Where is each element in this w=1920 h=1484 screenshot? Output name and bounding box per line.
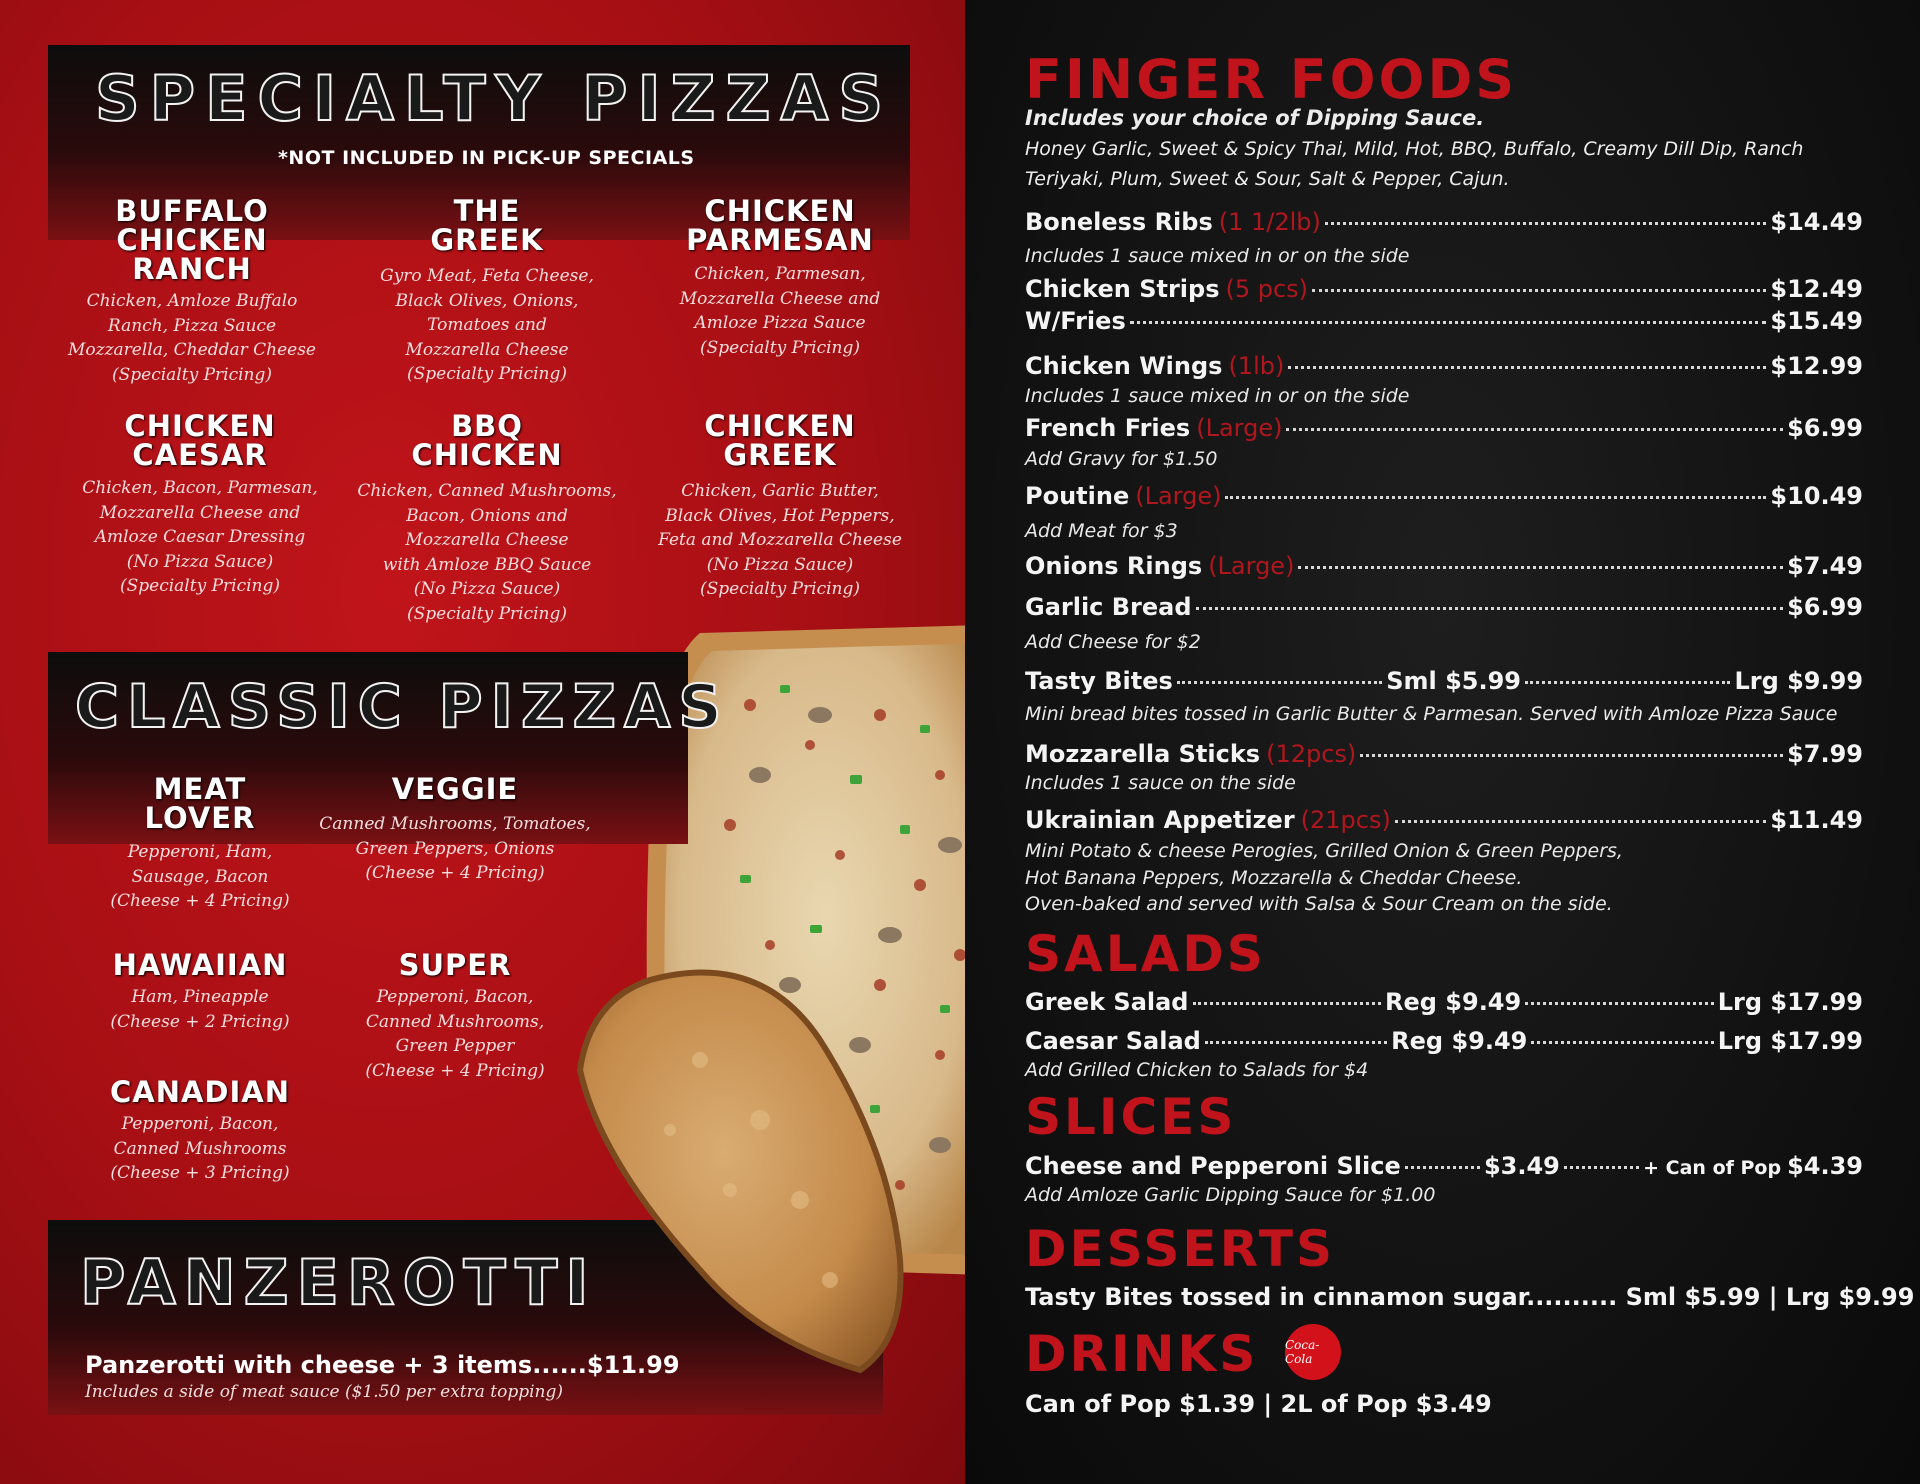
item-price: $6.99 [1787, 414, 1863, 442]
item-description: Mini bread bites tossed in Garlic Butter & Parmesan. Served with Amloze Pizza Sauce [1025, 703, 1838, 725]
menu-item-row [1025, 593, 1863, 621]
panzerotti-item: Panzerotti with cheese + 3 items......$11.99 [85, 1351, 680, 1379]
item-name: Poutine [1025, 482, 1130, 510]
item-name: Chicken Wings [1025, 352, 1223, 380]
leader-dots [1325, 222, 1766, 225]
item-name: Tasty Bites [1025, 667, 1173, 695]
item-description: Includes 1 sauce mixed in or on the side [1025, 385, 1410, 407]
menu-item-row [1025, 208, 1863, 236]
finger-foods-subtitle: Includes your choice of Dipping Sauce. [1025, 106, 1485, 130]
menu-item-row [1025, 740, 1863, 768]
pizza-description: Pepperoni, Bacon, Canned Mushrooms, Green Pepper (Cheese + 4 Pricing) [365, 987, 545, 1081]
pizza-description: Chicken, Garlic Butter, Black Olives, Hot Peppers, Feta and Mozzarella Cheese (No Pizza Sauce) (Specialty Pricing) [658, 481, 902, 599]
menu-item-row [1025, 307, 1863, 335]
sides-menu-panel [965, 0, 1920, 1484]
item-price: $14.49 [1770, 208, 1863, 236]
leader-dots [1288, 366, 1766, 369]
slices-title: SLICES [1025, 1088, 1237, 1146]
panzerotti-image [560, 960, 960, 1380]
item-price: $4.39 [1787, 1152, 1864, 1180]
pizza-name: SUPER [398, 948, 512, 982]
panzerotti-title: PANZEROTTI [80, 1246, 597, 1319]
pizza-description: Chicken, Amloze Buffalo Ranch, Pizza Sauce Mozzarella, Cheddar Cheese (Specialty Pricing) [67, 291, 316, 385]
pizza-description: Ham, Pineapple (Cheese + 2 Pricing) [110, 987, 290, 1032]
item-quantity: (1lb) [1228, 352, 1285, 380]
item-price: $12.99 [1770, 352, 1863, 380]
leader-dots [1225, 496, 1766, 499]
pizza-name: CHICKEN PARMESAN [686, 194, 874, 257]
salads-note: Add Grilled Chicken to Salads for $4 [1025, 1059, 1369, 1081]
item-name: Greek Salad [1025, 988, 1189, 1016]
leader-dots [1405, 1166, 1480, 1169]
item-description: Add Meat for $3 [1025, 520, 1178, 542]
leader-dots [1177, 681, 1382, 684]
drinks-title: DRINKS [1025, 1325, 1259, 1383]
menu-item-row [1025, 667, 1863, 695]
item-description: Mini Potato & cheese Perogies, Grilled Onion & Green Peppers, Hot Banana Peppers, Mozzarella & Cheddar Cheese. Oven-baked and served with Salsa & Sour Cream on the side. [1025, 840, 1623, 915]
pizza-name: CHICKEN CAESAR [124, 409, 276, 472]
item-quantity: (5 pcs) [1225, 275, 1309, 303]
item-price: Lrg $17.99 [1717, 1027, 1863, 1055]
leader-dots [1531, 1041, 1713, 1044]
item-price: $6.99 [1787, 593, 1863, 621]
item-price: Lrg $9.99 [1734, 667, 1864, 695]
classic-pizzas-title: CLASSIC PIZZAS [75, 672, 730, 742]
dessert-item: Tasty Bites tossed in cinnamon sugar.......... Sml $5.99 | Lrg $9.99 [1025, 1283, 1915, 1311]
sauce-list: Teriyaki, Plum, Sweet & Sour, Salt & Pepper, Cajun. [1025, 168, 1510, 190]
menu-item-row [1025, 1152, 1863, 1180]
leader-dots [1525, 681, 1730, 684]
item-quantity: (Large) [1196, 414, 1283, 442]
item-name: Caesar Salad [1025, 1027, 1201, 1055]
pizza-name: HAWAIIAN [112, 948, 288, 982]
pizza-description: Pepperoni, Bacon, Canned Mushrooms (Cheese + 3 Pricing) [110, 1114, 290, 1183]
leader-dots [1298, 566, 1783, 569]
menu-item-row [1025, 806, 1863, 834]
leader-dots [1525, 1002, 1714, 1005]
item-price-regular: Reg $9.49 [1385, 988, 1522, 1016]
salads-title: SALADS [1025, 925, 1266, 983]
item-price: Lrg $17.99 [1717, 988, 1863, 1016]
leader-dots [1196, 607, 1784, 610]
item-name: W/Fries [1025, 307, 1126, 335]
item-combo-label: + Can of Pop [1643, 1157, 1782, 1179]
menu-item-row [1025, 352, 1863, 380]
item-name: Ukrainian Appetizer [1025, 806, 1295, 834]
item-description: Add Gravy for $1.50 [1025, 448, 1218, 470]
item-price-small: Sml $5.99 [1386, 667, 1522, 695]
item-name: Mozzarella Sticks [1025, 740, 1261, 768]
slices-note: Add Amloze Garlic Dipping Sauce for $1.00 [1025, 1184, 1436, 1206]
pizza-name: VEGGIE [391, 772, 519, 806]
pizza-description: Pepperoni, Ham, Sausage, Bacon (Cheese + 4 Pricing) [110, 842, 290, 911]
pizza-description: Chicken, Canned Mushrooms, Bacon, Onions and Mozzarella Cheese with Amloze BBQ Sauce (No Pizza Sauce) (Specialty Pricing) [357, 481, 617, 624]
pizza-name: THE GREEK [430, 194, 544, 257]
item-quantity: (Large) [1135, 482, 1222, 510]
item-price: $7.49 [1787, 552, 1863, 580]
menu-item-row [1025, 414, 1863, 442]
item-description: Includes 1 sauce on the side [1025, 772, 1296, 794]
pizza-name: BUFFALO CHICKEN RANCH [115, 194, 269, 286]
pizza-name: MEAT LOVER [144, 772, 256, 835]
specialty-pizzas-title: SPECIALTY PIZZAS [95, 62, 894, 135]
item-name: French Fries [1025, 414, 1191, 442]
leader-dots [1130, 321, 1767, 324]
leader-dots [1564, 1166, 1639, 1169]
item-price: $15.49 [1770, 307, 1863, 335]
pizza-description: Canned Mushrooms, Tomatoes, Green Peppers, Onions (Cheese + 4 Pricing) [319, 814, 591, 883]
item-name: Chicken Strips [1025, 275, 1220, 303]
item-price-regular: Reg $9.49 [1391, 1027, 1528, 1055]
panzerotti-note: Includes a side of meat sauce ($1.50 per extra topping) [85, 1382, 564, 1402]
pizza-name: BBQ CHICKEN [411, 409, 563, 472]
pizza-description: Chicken, Bacon, Parmesan, Mozzarella Cheese and Amloze Caesar Dressing (No Pizza Sauce) (Specialty Pricing) [82, 478, 318, 596]
pizza-name: CHICKEN GREEK [704, 409, 856, 472]
item-price: $10.49 [1770, 482, 1863, 510]
menu-item-row [1025, 482, 1863, 510]
coca-cola-logo: Coca-Cola [1285, 1324, 1341, 1380]
item-name: Garlic Bread [1025, 593, 1192, 621]
leader-dots [1193, 1002, 1382, 1005]
item-quantity: (12pcs) [1266, 740, 1357, 768]
item-price: $11.49 [1770, 806, 1863, 834]
item-quantity: (Large) [1208, 552, 1295, 580]
item-quantity: (21pcs) [1300, 806, 1391, 834]
leader-dots [1360, 754, 1783, 757]
leader-dots [1395, 820, 1767, 823]
item-name: Cheese and Pepperoni Slice [1025, 1152, 1401, 1180]
leader-dots [1205, 1041, 1387, 1044]
specialty-note: *NOT INCLUDED IN PICK-UP SPECIALS [278, 147, 695, 169]
menu-item-row [1025, 988, 1863, 1016]
menu-item-row [1025, 275, 1863, 303]
pizza-name: CANADIAN [109, 1075, 291, 1109]
pizza-description: Chicken, Parmesan, Mozzarella Cheese and Amloze Pizza Sauce (Specialty Pricing) [679, 264, 881, 358]
item-price: $12.49 [1770, 275, 1863, 303]
finger-foods-title: FINGER FOODS [1025, 48, 1518, 111]
leader-dots [1312, 289, 1766, 292]
item-quantity: (1 1/2lb) [1218, 208, 1321, 236]
pizza-description: Gyro Meat, Feta Cheese, Black Olives, Onions, Tomatoes and Mozzarella Cheese (Specialty Pricing) [380, 266, 594, 384]
item-description: Includes 1 sauce mixed in or on the side [1025, 245, 1410, 267]
item-name: Boneless Ribs [1025, 208, 1213, 236]
leader-dots [1286, 428, 1783, 431]
desserts-title: DESSERTS [1025, 1220, 1335, 1278]
menu-item-row [1025, 552, 1863, 580]
sauce-list: Honey Garlic, Sweet & Spicy Thai, Mild, Hot, BBQ, Buffalo, Creamy Dill Dip, Ranch [1025, 138, 1804, 160]
drinks-item: Can of Pop $1.39 | 2L of Pop $3.49 [1025, 1390, 1492, 1418]
item-price: $7.99 [1787, 740, 1863, 768]
item-description: Add Cheese for $2 [1025, 631, 1201, 653]
menu-item-row [1025, 1027, 1863, 1055]
item-name: Onions Rings [1025, 552, 1203, 580]
item-price-single: $3.49 [1483, 1152, 1560, 1180]
